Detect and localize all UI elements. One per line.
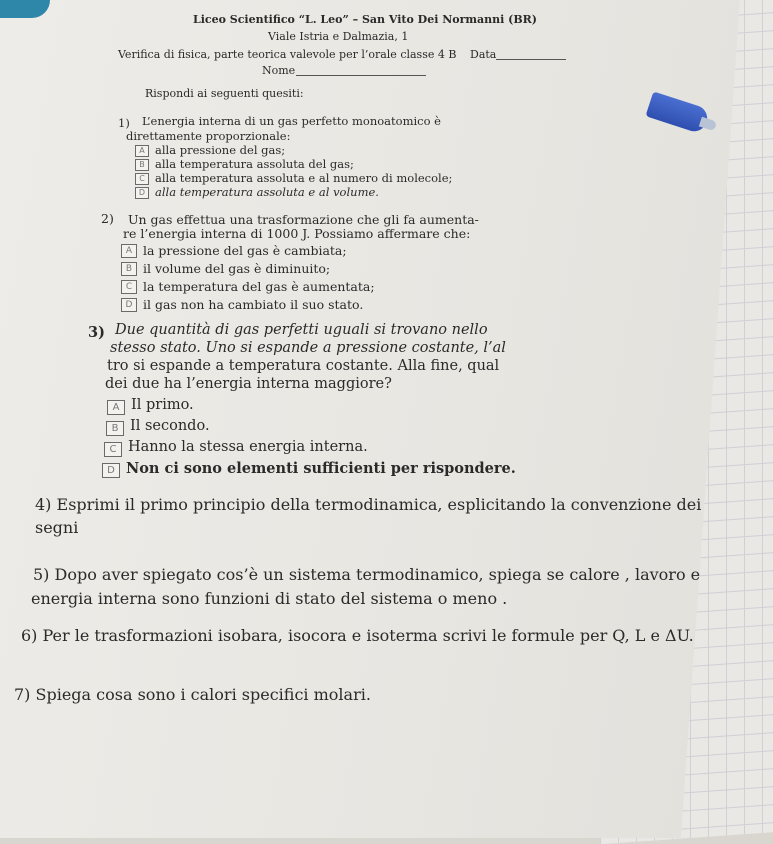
school-name: Liceo Scientifico “L. Leo” – San Vito Dei Normanni (BR): [193, 13, 538, 26]
date-line: [496, 59, 566, 60]
q4-line-1: 4) Esprimi il primo principio della termodinamica, esplicitando la convenzione dei: [35, 495, 702, 514]
q1-option-b-text: alla temperatura assoluta del gas;: [155, 157, 354, 171]
q1-option-c-text: alla temperatura assoluta e al numero di molecole;: [155, 171, 453, 185]
q3-option-b-text: Il secondo.: [130, 418, 210, 434]
q1-text-line-1: L’energia interna di un gas perfetto monoatomico è: [142, 114, 441, 128]
q2-option-a-text: la pressione del gas è cambiata;: [143, 243, 347, 258]
q3-text-line-3: tro si espande a temperatura costante. Alla fine, qual: [107, 358, 500, 374]
q1-option-d-checkbox[interactable]: D: [135, 187, 149, 199]
q7-line-1: 7) Spiega cosa sono i calori specifici molari.: [14, 685, 371, 704]
q2-text-line-2: re l’energia interna di 1000 J. Possiamo affermare che:: [123, 226, 471, 241]
instructions: Rispondi ai seguenti quesiti:: [145, 87, 304, 100]
q5-line-2: energia interna sono funzioni di stato del sistema o meno .: [31, 589, 508, 608]
q2-text-line-1: Un gas effettua una trasformazione che gli fa aumenta-: [128, 212, 479, 227]
date-label: Data: [470, 48, 497, 61]
q2-option-b-text: il volume del gas è diminuito;: [143, 261, 331, 276]
q1-option-b-checkbox[interactable]: B: [135, 159, 149, 171]
q2-option-c-checkbox[interactable]: C: [121, 280, 137, 294]
q3-option-a-text: Il primo.: [131, 397, 194, 413]
q3-text-line-1: Due quantità di gas perfetti uguali si trovano nello: [115, 322, 488, 338]
q2-number: 2): [101, 211, 114, 226]
q3-option-b-checkbox[interactable]: B: [106, 421, 124, 436]
q6-line-1: 6) Per le trasformazioni isobara, isocora e isoterma scrivi le formule per Q, L e ΔU.: [21, 626, 694, 645]
q3-option-d-text: Non ci sono elementi sufficienti per rispondere.: [126, 460, 516, 477]
q2-option-d-checkbox[interactable]: D: [121, 298, 137, 312]
q3-option-d-checkbox[interactable]: D: [102, 463, 120, 478]
q2-option-c-text: la temperatura del gas è aumentata;: [143, 279, 375, 294]
q1-text-line-2: direttamente proporzionale:: [126, 129, 291, 143]
q3-option-c-checkbox[interactable]: C: [104, 442, 122, 457]
q3-option-c-text: Hanno la stessa energia interna.: [128, 439, 368, 455]
name-label: Nome: [262, 64, 296, 77]
q3-option-a-checkbox[interactable]: A: [107, 400, 125, 415]
q2-option-d-text: il gas non ha cambiato il suo stato.: [143, 297, 364, 312]
q1-number: 1): [118, 116, 130, 130]
q1-option-a-checkbox[interactable]: A: [135, 145, 149, 157]
q5-line-1: 5) Dopo aver spiegato cos’è un sistema termodinamico, spiega se calore , lavoro e: [33, 565, 701, 584]
name-line: [296, 75, 426, 76]
test-title: Verifica di fisica, parte teorica valevole per l’orale classe 4 B: [118, 48, 457, 61]
q3-text-line-2: stesso stato. Uno si espande a pressione costante, l’al: [110, 340, 506, 356]
q3-number: 3): [88, 324, 105, 341]
q2-option-b-checkbox[interactable]: B: [121, 262, 137, 276]
q2-option-a-checkbox[interactable]: A: [121, 244, 137, 258]
q1-option-c-checkbox[interactable]: C: [135, 173, 149, 185]
q4-line-2: segni: [35, 518, 79, 537]
q1-option-d-text: alla temperatura assoluta e al volume.: [155, 185, 379, 199]
school-address: Viale Istria e Dalmazia, 1: [268, 30, 409, 43]
q1-option-a-text: alla pressione del gas;: [155, 143, 286, 157]
q3-text-line-4: dei due ha l’energia interna maggiore?: [105, 376, 392, 392]
